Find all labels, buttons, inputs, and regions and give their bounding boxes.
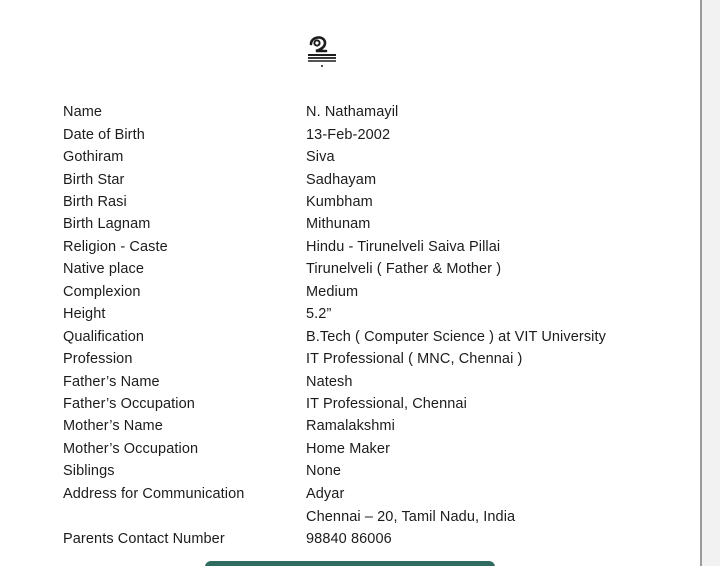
biodata-row-complexion [0, 281, 700, 303]
biodata-row-siblings [0, 460, 700, 482]
fathers-name-label: Father’s Name [63, 374, 160, 390]
date-of-birth-value: 13-Feb-2002 [306, 127, 391, 143]
mothers-occupation-label: Mother’s Occupation [63, 441, 199, 457]
birth-lagnam-value: Mithunam [306, 216, 371, 232]
biodata-row-address-line-2 [0, 506, 700, 528]
native-place-label: Native place [63, 261, 144, 277]
birth-star-value: Sadhayam [306, 172, 377, 188]
biodata-row-qualification [0, 326, 700, 348]
complexion-value: Medium [306, 284, 359, 300]
address-line-2-value: Chennai – 20, Tamil Nadu, India [306, 509, 516, 525]
birth-star-label: Birth Star [63, 172, 125, 188]
birth-rasi-value: Kumbham [306, 194, 373, 210]
parents-contact-label: Parents Contact Number [63, 531, 225, 547]
biodata-row-name [0, 101, 700, 123]
religion-caste-value: Hindu - Tirunelveli Saiva Pillai [306, 239, 501, 255]
biodata-row-native-place [0, 258, 700, 280]
biodata-row-address [0, 483, 700, 505]
biodata-row-mothers-name [0, 415, 700, 437]
address-label: Address for Communication [63, 486, 245, 502]
native-place-value: Tirunelveli ( Father & Mother ) [306, 261, 502, 277]
profession-value: IT Professional ( MNC, Chennai ) [306, 351, 523, 367]
biodata-row-gothiram [0, 146, 700, 168]
biodata-row-birth-lagnam [0, 213, 700, 235]
biodata-row-profession [0, 348, 700, 370]
mothers-name-value: Ramalakshmi [306, 418, 395, 434]
biodata-row-birth-rasi [0, 191, 700, 213]
biodata-row-religion-caste [0, 236, 700, 258]
height-value: 5.2” [306, 306, 332, 322]
biodata-row-height [0, 303, 700, 325]
biodata-row-mothers-occupation [0, 438, 700, 460]
fathers-occupation-value: IT Professional, Chennai [306, 396, 467, 412]
fathers-name-value: Natesh [306, 374, 353, 390]
siblings-value: None [306, 463, 342, 479]
gothiram-value: Siva [306, 149, 335, 165]
fathers-occupation-label: Father’s Occupation [63, 396, 195, 412]
page-edge-divider [700, 0, 702, 566]
address-value: Adyar [306, 486, 345, 502]
qualification-label: Qualification [63, 329, 145, 345]
mothers-occupation-value: Home Maker [306, 441, 390, 457]
profession-label: Profession [63, 351, 133, 367]
biodata-row-parents-contact [0, 528, 700, 550]
height-label: Height [63, 306, 106, 322]
complexion-label: Complexion [63, 284, 141, 300]
bottom-accent-bar [205, 561, 495, 566]
religion-caste-label: Religion - Caste [63, 239, 168, 255]
gothiram-label: Gothiram [63, 149, 124, 165]
biodata-row-fathers-name [0, 371, 700, 393]
biodata-row-birth-star [0, 169, 700, 191]
qualification-value: B.Tech ( Computer Science ) at VIT University [306, 329, 606, 345]
mothers-name-label: Mother’s Name [63, 418, 163, 434]
biodata-row-date-of-birth [0, 124, 700, 146]
siblings-label: Siblings [63, 463, 115, 479]
birth-lagnam-label: Birth Lagnam [63, 216, 151, 232]
biodata-row-fathers-occupation [0, 393, 700, 415]
name-label: Name [63, 104, 103, 120]
name-value: N. Nathamayil [306, 104, 399, 120]
birth-rasi-label: Birth Rasi [63, 194, 127, 210]
date-of-birth-label: Date of Birth [63, 127, 145, 143]
parents-contact-value: 98840 86006 [306, 531, 392, 547]
